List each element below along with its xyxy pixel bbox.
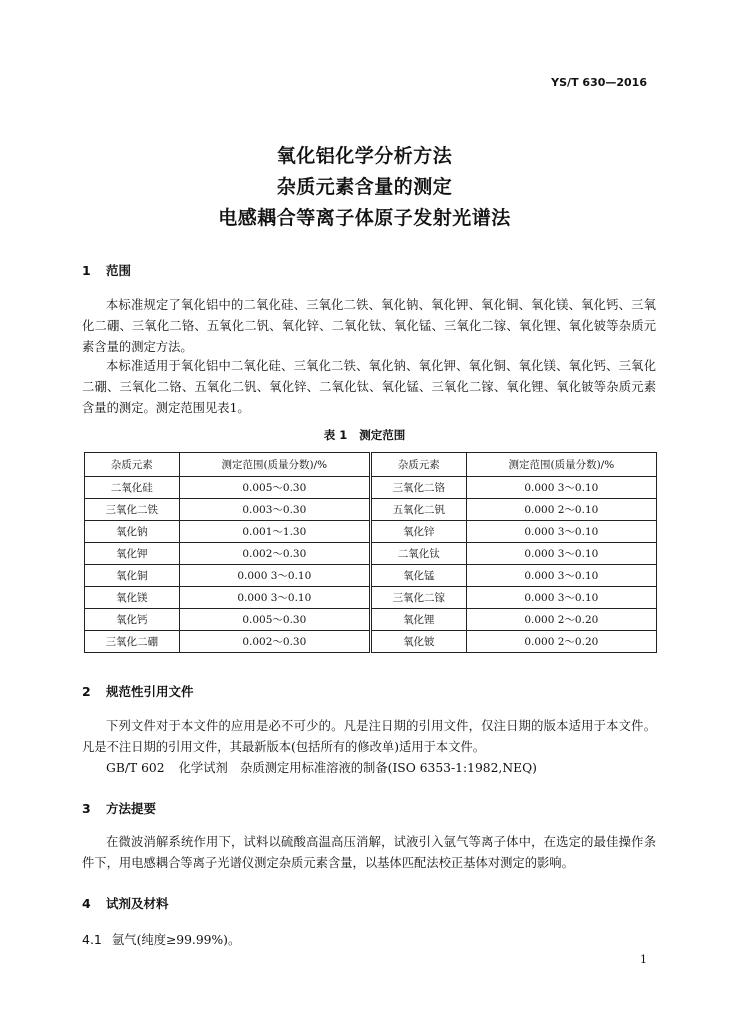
document-title (0, 141, 729, 234)
cell-range: 0.000 3～0.10 (179, 565, 370, 587)
cell-element: 三氧化二镓 (370, 587, 466, 609)
cell-element: 氧化锰 (370, 565, 466, 587)
cell-element: 五氧化二钒 (370, 499, 466, 521)
cell-element: 氧化铜 (85, 565, 180, 587)
section-1-paragraph-1: 本标准规定了氧化铝中的二氧化硅、三氧化二铁、氧化钠、氧化钾、氧化铜、氧化镁、氧化钙、三氧化二硼、三氧化二铬、五氧化二钒、氧化锌、二氧化钛、氧化锰、三氧化二镓、氧化锂、氧化铍等杂质元素含量的测定方法。 (82, 298, 656, 354)
cell-element: 三氧化二硼 (85, 631, 180, 653)
section-2-heading (82, 682, 194, 700)
reference-code: GB/T 602 (106, 761, 165, 775)
cell-range: 0.005～0.30 (179, 477, 370, 499)
header-element: 杂质元素 (370, 453, 466, 477)
cell-range: 0.000 2～0.20 (466, 631, 656, 653)
section-number: 2 (82, 684, 91, 699)
table-row (85, 609, 657, 631)
section-4-heading (82, 894, 169, 912)
cell-element: 氧化铍 (370, 631, 466, 653)
title-line-3: 电感耦合等离子体原子发射光谱法 (218, 207, 511, 229)
header-range: 测定范围(质量分数)/% (179, 453, 370, 477)
section-title: 规范性引用文件 (106, 684, 194, 699)
section-1-heading (82, 261, 131, 279)
cell-element: 氧化钙 (85, 609, 180, 631)
section-2-paragraph-1: 下列文件对于本文件的应用是必不可少的。凡是注日期的引用文件，仅注日期的版本适用于本文件。凡是不注日期的引用文件，其最新版本(包括所有的修改单)适用于本文件。 (82, 719, 656, 754)
section-title: 方法提要 (106, 801, 157, 816)
cell-element: 氧化锂 (370, 609, 466, 631)
cell-element: 氧化钠 (85, 521, 180, 543)
section-3-heading (82, 799, 156, 817)
cell-range: 0.003～0.30 (179, 499, 370, 521)
header-range: 测定范围(质量分数)/% (466, 453, 656, 477)
section-title: 范围 (106, 263, 132, 278)
cell-range: 0.000 3～0.10 (466, 565, 656, 587)
cell-range: 0.000 3～0.10 (466, 477, 656, 499)
section-3-paragraph-1: 在微波消解系统作用下，试料以硫酸高温高压消解，试液引入氩气等离子体中，在选定的最佳操作条件下，用电感耦合等离子光谱仪测定杂质元素含量，以基体匹配法校正基体对测定的影响。 (82, 835, 656, 870)
cell-range: 0.002～0.30 (179, 543, 370, 565)
section-title: 试剂及材料 (106, 896, 169, 911)
title-line-2: 杂质元素含量的测定 (276, 176, 453, 198)
section-1-paragraph-2: 本标准适用于氧化铝中二氧化硅、三氧化二铁、氧化钠、氧化钾、氧化铜、氧化镁、氧化钙、三氧化二硼、三氧化二铬、五氧化二钒、氧化锌、二氧化钛、氧化锰、三氧化二镓、氧化锂、氧化铍等杂质元素含量的测定。测定范围见表1。 (82, 359, 656, 415)
cell-range: 0.005～0.30 (179, 609, 370, 631)
header-element: 杂质元素 (85, 453, 180, 477)
cell-range: 0.000 3～0.10 (179, 587, 370, 609)
cell-range: 0.002～0.30 (179, 631, 370, 653)
cell-range: 0.000 3～0.10 (466, 587, 656, 609)
cell-element: 氧化锌 (370, 521, 466, 543)
section-number: 4 (82, 896, 91, 911)
table-row (85, 587, 657, 609)
table-row (85, 565, 657, 587)
cell-element: 三氧化二铬 (370, 477, 466, 499)
item-number: 4.1 (82, 932, 102, 947)
table-row (85, 521, 657, 543)
table-header-row (85, 453, 657, 477)
range-table (84, 452, 657, 653)
item-4-1 (82, 930, 240, 948)
cell-range: 0.001～1.30 (179, 521, 370, 543)
cell-range: 0.000 3～0.10 (466, 543, 656, 565)
table-caption-title: 测定范围 (359, 428, 406, 442)
standard-code: YS/T 630—2016 (551, 76, 647, 89)
table-row (85, 631, 657, 653)
section-number: 1 (82, 263, 91, 278)
table-row (85, 499, 657, 521)
reference-title: 化学试剂 杂质测定用标准溶液的制备(ISO 6353-1:1982,NEQ) (178, 761, 537, 775)
section-number: 3 (82, 801, 91, 816)
cell-range: 0.000 2～0.20 (466, 609, 656, 631)
title-line-1: 氧化铝化学分析方法 (276, 145, 453, 167)
cell-element: 氧化镁 (85, 587, 180, 609)
cell-element: 氧化钾 (85, 543, 180, 565)
cell-element: 三氧化二铁 (85, 499, 180, 521)
item-text: 氩气(纯度≥99.99%)。 (112, 933, 241, 947)
table-row (85, 543, 657, 565)
cell-element: 二氧化硅 (85, 477, 180, 499)
table-caption-number: 表 1 (323, 428, 348, 442)
cell-element: 二氧化钛 (370, 543, 466, 565)
normative-reference (106, 758, 551, 776)
page-number: 1 (640, 953, 647, 966)
cell-range: 0.000 2～0.10 (466, 499, 656, 521)
table-row (85, 477, 657, 499)
cell-range: 0.000 3～0.10 (466, 521, 656, 543)
table-caption (0, 427, 729, 443)
